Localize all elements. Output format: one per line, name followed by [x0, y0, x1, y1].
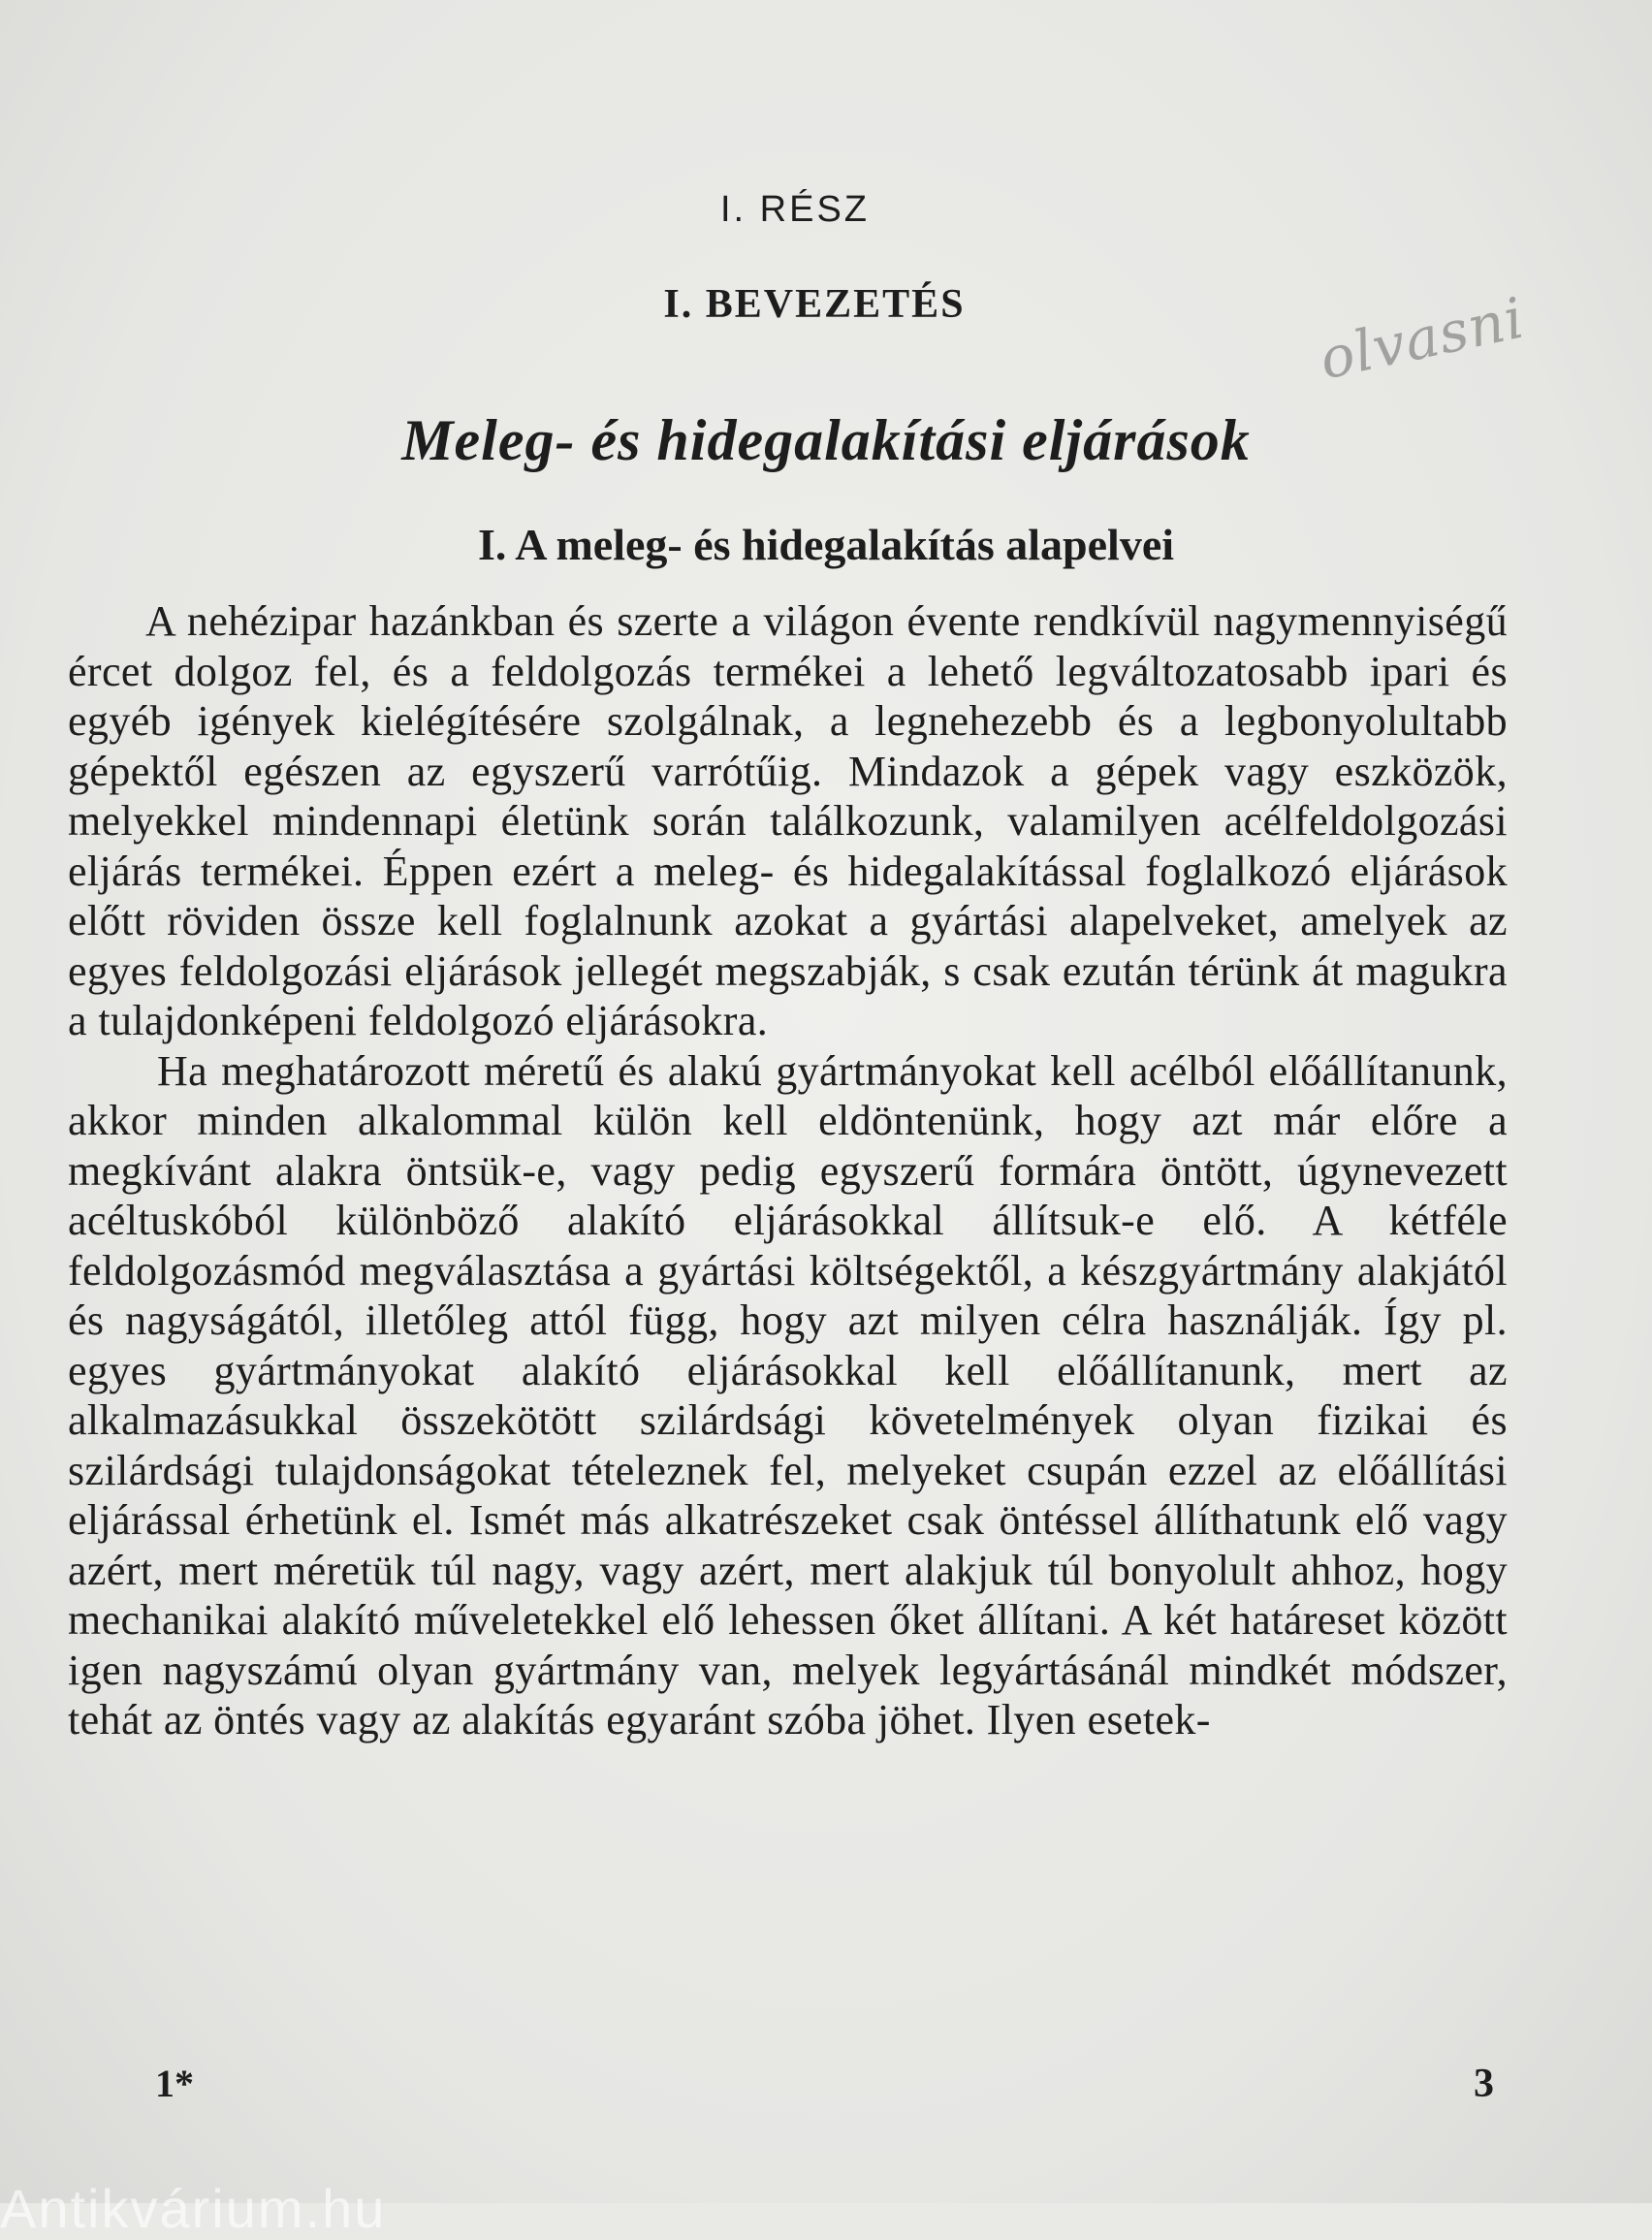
watermark: Antikvárium.hu: [0, 2178, 387, 2239]
section-title: Meleg- és hidegalakítási eljárások: [401, 408, 1251, 472]
paragraph: Ha meghatározott méretű és alakú gyártmányokat kell acélból előállítanunk, akkor minden alkalommal külön kell eldöntenünk, hogy azt már előre a megkívánt alakra öntsük-e, vagy pedig egyszerű formára öntött, úgynevezett acéltuskóból különböző alakító eljárásokkal állítsuk-e elő. A kétféle feldolgozásmód megválasztása a gyártási költségektől, a készgyártmány alakjától és nagyságától, illetőleg attól függ, hogy azt milyen célra használják. Így pl. egyes gyártmányokat alakító eljárásokkal kell előállítanunk, mert az alkalmazásukkal összekötött szilárdsági követelmények olyan fizikai és szilárdsági tulajdonságokat tételeznek fel, melyeket csupán ezzel az előállítási eljárással érhetünk el. Ismét más alkatrészeket csak öntéssel állíthatunk elő vagy azért, mert méretük túl nagy, vagy azért, mert alakjuk túl bonyolult ahhoz, hogy mechanikai alakító műveletekkel elő lehessen őket állítani. A két határeset között igen nagyszámú olyan gyártmány van, melyek legyártásánál mindkét módszer, tehát az öntés vagy az alakítás egyaránt szóba jöhet. Ilyen esetek-: [68, 1046, 1508, 1744]
body-text: [68, 596, 1508, 1745]
paragraph: A nehézipar hazánkban és szerte a világon évente rendkívül nagymennyiségű ércet dolgoz fel, és a feldolgozás termékei a lehető legváltozatosabb ipari és egyéb igények kielégítésére szolgálnak, a legnehezebb és a legbonyolultabb gépektől egészen az egyszerű varrótűig. Mindazok a gépek vagy eszközök, melyekkel mindennapi életünk során találkozunk, valamilyen acélfeldolgozási eljárás termékei. Éppen ezért a meleg- és hidegalakítással foglalkozó eljárások előtt röviden össze kell foglalnunk azokat a gyártási alapelveket, amelyek az egyes feldolgozási eljárások jellegét megszabják, s csak ezután térünk át magukra a tulajdonképeni feldolgozó eljárásokra.: [68, 597, 1508, 1044]
handwritten-note: olvasni: [1314, 284, 1531, 393]
page-number: 3: [1474, 2062, 1494, 2106]
signature-mark: 1*: [155, 2062, 194, 2105]
part-label: I. RÉSZ: [719, 189, 871, 230]
chapter-title: I. BEVEZETÉS: [663, 282, 966, 327]
subsection-title: I. A meleg- és hidegalakítás alapelvei: [477, 520, 1175, 569]
